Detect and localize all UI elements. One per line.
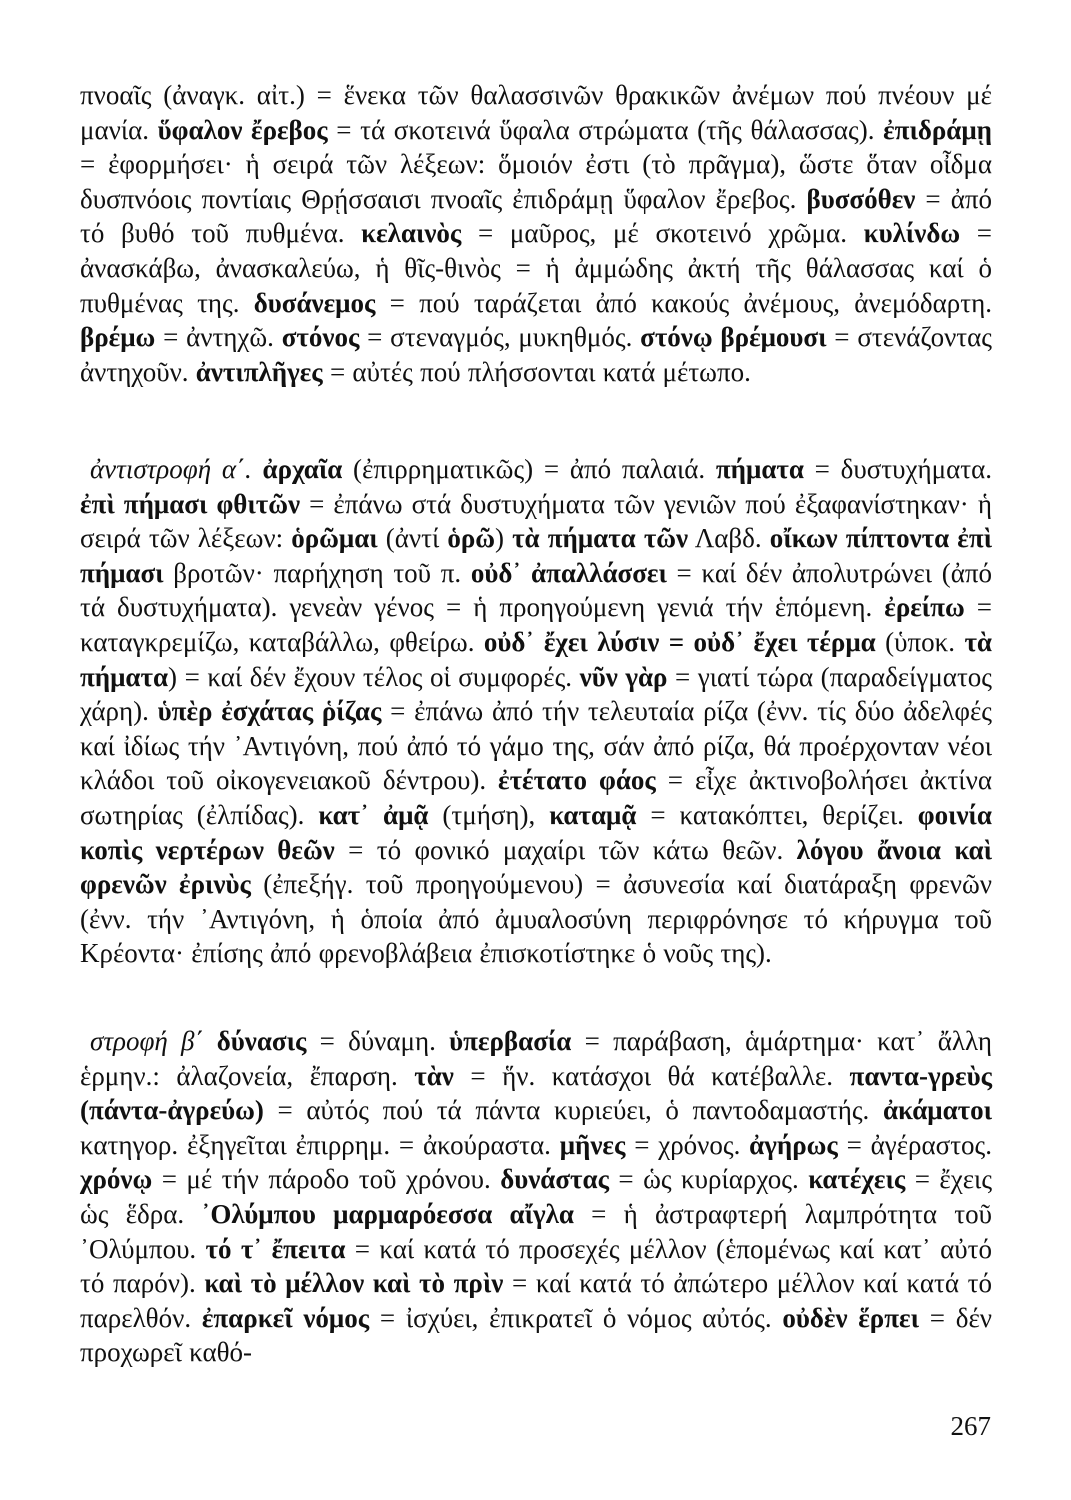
lemma-term: νῦν γὰρ: [579, 661, 668, 692]
gloss-text: = τό φονικό μαχαίρι τῶν κάτω θεῶν.: [334, 834, 797, 865]
lemma-term: δυσάνεμος: [253, 287, 376, 318]
lemma-term: ἐπὶ πήμασι φθιτῶν: [80, 488, 301, 519]
gloss-text: = στεναγμός, μυκηθμός.: [359, 322, 641, 353]
lemma-term: μῆνες: [559, 1129, 626, 1160]
gloss-text: = γιατί τώρα (παραδείγματος χάρη).: [80, 661, 992, 727]
lemma-term: λόγου ἄνοια καὶ φρενῶν ἐρινὺς: [80, 834, 992, 900]
lemma-term: κατέχεις: [808, 1164, 906, 1195]
section-heading: ἀντιστροφή α΄.: [90, 454, 252, 484]
lemma-term: οὐδὲν ἕρπει: [782, 1302, 919, 1333]
gloss-text: πνοαῖς (ἀναγκ. αἰτ.) = ἕνεκα τῶν θαλασσινῶν θρακικῶν ἀνέμων πού πνέουν μέ μανία.: [80, 80, 992, 145]
lemma-term: φοινία κοπὶς νερτέρων θεῶν: [80, 799, 992, 865]
lemma-term: ὕφαλον ἔρεβος: [157, 114, 328, 145]
lemma-term: ἀρχαῖα: [262, 454, 343, 484]
gloss-text: ) = καί δέν ἔχουν τέλος οἱ συμφορές.: [168, 661, 580, 692]
gloss-text: = ἰσχύει, ἐπικρατεῖ ὁ νόμος αὐτός.: [369, 1302, 783, 1333]
gloss-text: = τά σκοτεινά ὕφαλα στρώματα (τῆς θάλασσας).: [327, 114, 884, 145]
lemma-term: ἐρείπω: [884, 592, 965, 623]
gloss-text: (τμήση),: [428, 799, 550, 830]
lemma-term: στόνος: [281, 322, 360, 353]
gloss-text: = ἐπάνω ἀπό τήν τελευταία ρίζα (ἐνν. τίς δύο ἀδελφές καί ἰδίως τήν ᾿Αντιγόνη, πού ἀπό τό γάμο της, σάν ἀπό ρίζα, θά προέρχονταν νέοι κλάδοι τοῦ οἰκογενειακοῦ δέντρου).: [80, 696, 993, 796]
section-heading: στροφή β΄: [90, 1026, 204, 1056]
gloss-text: (ὑποκ.: [875, 626, 965, 657]
lemma-term: βυσσόθεν: [806, 183, 916, 214]
gloss-text: = ὡς κυρίαρχος.: [608, 1164, 809, 1195]
lemma-term: τὰ πήματα τῶν: [512, 523, 689, 554]
lemma-term: βρέμω: [80, 322, 156, 353]
lemma-term: δύνασις: [216, 1026, 307, 1056]
lemma-term: ἐπιδράμῃ: [883, 114, 992, 145]
lemma-term: τό τ᾽ ἔπειτα: [205, 1233, 346, 1264]
gloss-text: = καί δέν ἀπολυτρώνει (ἀπό τά δυστυχήματα).: [80, 557, 993, 623]
lemma-term: ὁρῶμαι: [291, 523, 378, 554]
lemma-term: πήματα: [715, 454, 804, 484]
gloss-text: = στενάζοντας ἀντηχοῦν.: [80, 322, 992, 387]
lemma-term: ᾿Ολύμπου μαρμαρόεσσα αἴγλα: [201, 1198, 574, 1229]
lemma-term: κατ᾽ ἀμᾷ: [318, 799, 429, 830]
gloss-text: ): [495, 523, 513, 554]
gloss-text: = κατακόπτει, θερίζει.: [636, 799, 918, 830]
gloss-text: Λαβδ.: [688, 523, 770, 554]
gloss-text: = ἀνασκάβω, ἀνασκαλεύω, ἡ θῖς-θινὸς = ἡ ἀμμώδης ἀκτή τῆς θάλασσας καί ὁ πυθμένας της.: [80, 218, 992, 318]
lemma-term: ὑπερβασία: [449, 1026, 572, 1056]
gloss-text: = ἀντηχῶ.: [155, 322, 282, 353]
lemma-term: ἐτέτατο φάος: [498, 765, 656, 796]
gloss-text: = χρόνος.: [625, 1129, 750, 1160]
gloss-text: κατηγορ. ἐξηγεῖται ἐπιρρημ. = ἀκούραστα.: [80, 1129, 560, 1160]
lemma-term: καταμᾷ: [549, 799, 637, 830]
lemma-term: κελαινὸς: [361, 218, 462, 249]
lemma-term: ὑπὲρ ἐσχάτας ῥίζας: [157, 696, 382, 727]
page-number: 267: [950, 1411, 991, 1441]
paragraph-commentary-1: [80, 78, 992, 389]
lemma-term: οἴκων πίπτοντα ἐπὶ πήμασι: [80, 523, 992, 588]
page-body: [80, 78, 992, 1418]
gloss-text: = δυστυχήματα.: [803, 454, 992, 484]
gloss-text: = εἶχε ἀκτινοβολήσει ἀκτίνα σωτηρίας (ἐλπίδας).: [80, 765, 992, 830]
gloss-text: = ἥν. κατάσχοι θά κατέβαλλε.: [453, 1060, 850, 1091]
lemma-term: ἀντιπλῆγες: [195, 356, 323, 387]
gloss-text: = ἡ ἀστραφτερή λαμπρότητα τοῦ ᾿Ολύμπου.: [80, 1198, 992, 1264]
gloss-text: βροτῶν· παρήχηση τοῦ π.: [163, 557, 471, 588]
gloss-text: γενεὰν γένος: [289, 592, 434, 623]
lemma-term: δυνάστας: [500, 1164, 609, 1195]
gloss-text: = ἀγέραστος.: [837, 1129, 992, 1160]
gloss-text: = μαῦρος, μέ σκοτεινό χρῶμα.: [461, 218, 864, 249]
lemma-term: ἀκάματοι: [882, 1095, 992, 1126]
gloss-text: = ἡ προηγούμενη γενιά τήν ἑπόμενη.: [433, 592, 885, 623]
gloss-text: = ἔχεις ὡς ἕδρα.: [80, 1164, 993, 1229]
gloss-text: = μέ τήν πάροδο τοῦ χρόνου.: [152, 1164, 501, 1195]
lemma-term: κυλίνδω: [863, 218, 961, 249]
gloss-text: = παράβαση, ἁμάρτημα· κατ᾽ ἄλλη ἑρμην.: ἀλαζονεία, ἔπαρση.: [80, 1026, 992, 1091]
lemma-term: καὶ τὸ μέλλον καὶ τὸ πρὶν: [204, 1268, 504, 1299]
lemma-term: τὰ πήματα: [80, 626, 992, 692]
paragraph-antistrophe-a: [80, 452, 992, 971]
gloss-text: = ἐφορμήσει· ἡ σειρά τῶν λέξεων: ὅμοιόν ἐστι (τὸ πρᾶγμα), ὥστε ὅταν οἶδμα δυσπνόοις ποντίαις Θρῄσσαισι πνοαῖς ἐπιδράμῃ ὕφαλον ἔρεβος.: [80, 149, 992, 214]
gloss-text: = καταγκρεμίζω, καταβάλλω, φθείρω.: [80, 592, 992, 657]
paragraph-strophe-b: [80, 1024, 992, 1370]
gloss-text: = πού ταράζεται ἀπό κακούς ἀνέμους, ἀνεμόδαρτη.: [375, 287, 992, 318]
lemma-term: τὰν: [414, 1060, 454, 1091]
lemma-term: ἐπαρκεῖ νόμος: [201, 1302, 370, 1333]
gloss-text: = ἐπάνω στά δυστυχήματα τῶν γενιῶν πού ἐξαφανίστηκαν· ἡ σειρά τῶν λέξεων:: [80, 488, 992, 554]
lemma-term: χρόνῳ: [80, 1164, 153, 1195]
gloss-text: = ἀπό τό βυθό τοῦ πυθμένα.: [80, 183, 993, 249]
gloss-text: (ἐπιρρηματικῶς) = ἀπό παλαιά.: [342, 454, 716, 484]
gloss-text: = δύναμη.: [306, 1026, 450, 1056]
gloss-text: = αὐτές πού πλήσσονται κατά μέτωπο.: [322, 356, 751, 387]
lemma-term: οὐδ᾽ ἔχει λύσιν = οὐδ᾽ ἔχει τέρμα: [483, 626, 876, 657]
lemma-term: ὁρῶ: [447, 523, 495, 554]
gloss-text: = δέν προχωρεῖ καθό-: [80, 1302, 993, 1368]
gloss-text: (ἐπεξήγ. τοῦ προηγούμενου) = ἀσυνεσία καί διατάραξη φρενῶν (ἐνν. τήν ᾿Αντιγόνη, ἡ ὁποία ἀπό ἀμυαλοσύνη περιφρόνησε τό κήρυγμα τοῦ Κρέοντα· ἐπίσης ἀπό φρενοβλάβεια ἐπισκοτίστηκε ὁ νοῦς της).: [80, 869, 992, 969]
lemma-term: οὐδ᾽ ἀπαλλάσσει: [470, 557, 667, 588]
lemma-term: στόνῳ βρέμουσι: [640, 322, 827, 353]
gloss-text: = αὐτός πού τά πάντα κυριεύει, ὁ παντοδαμαστής.: [263, 1095, 883, 1126]
gloss-text: = καί κατά τό προσεχές μέλλον (ἑπομένως καί κατ᾽ αὐτό τό παρόν).: [80, 1233, 993, 1299]
gloss-text: = καί κατά τό ἀπώτερο μέλλον καί κατά τό παρελθόν.: [80, 1268, 992, 1333]
lemma-term: παντα-γρεὺς (πάντα-ἀγρεύω): [80, 1060, 992, 1126]
lemma-term: ἀγήρως: [749, 1129, 838, 1160]
gloss-text: (ἀντί: [377, 523, 448, 554]
